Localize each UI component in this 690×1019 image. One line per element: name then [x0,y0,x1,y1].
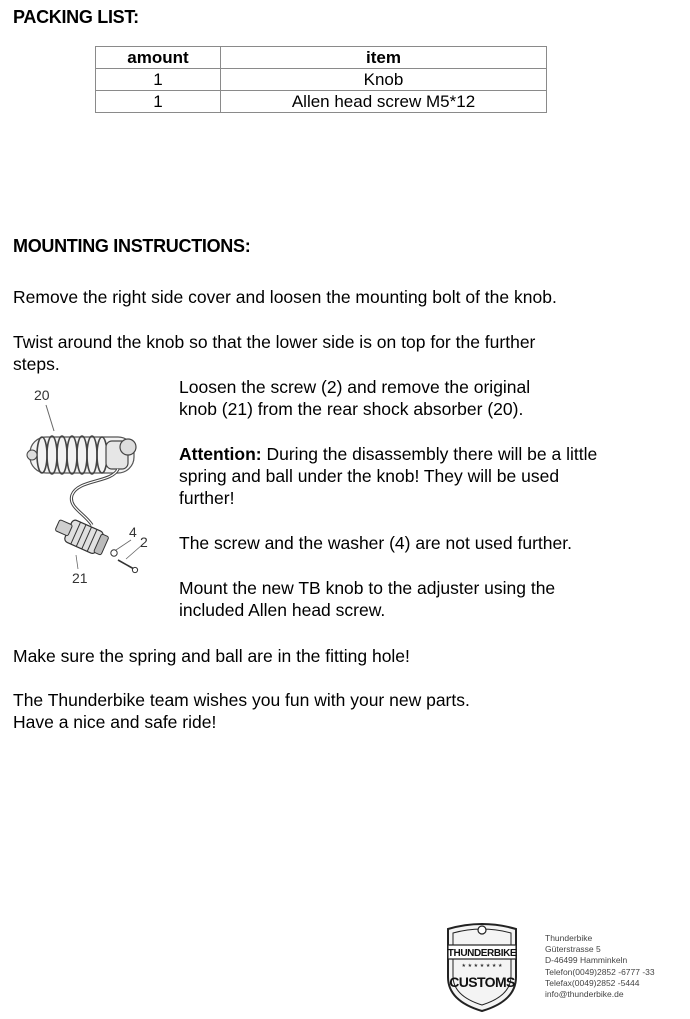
instruction-step-2-line-2: steps. [13,354,60,374]
thunderbike-customs-logo [444,921,520,1013]
cell-item: Allen head screw M5*12 [221,91,547,113]
thunderbike-customs-emblem [444,921,520,1013]
instruction-step-1: Remove the right side cover and loosen the mounting bolt of the knob. [13,287,557,307]
instruction-step-6: Make sure the spring and ball are in the fitting hole! [13,646,410,666]
attention-note [179,443,597,509]
instruction-step-2 [13,331,535,375]
instruction-step-5-line-1: Mount the new TB knob to the adjuster using the [179,578,556,598]
closing-line-1: The Thunderbike team wishes you fun with your new parts. [13,690,470,710]
table-row [96,69,547,91]
instruction-step-4: The screw and the washer (4) are not used further. [179,533,572,553]
mounting-instructions-heading: MOUNTING INSTRUCTIONS: [13,236,251,256]
instruction-step-5 [179,577,555,621]
contact-info [545,933,655,1000]
instruction-step-2-line-1: Twist around the knob so that the lower side is on top for the further [13,332,536,352]
logo-wordmark-bottom: CUSTOMS [449,974,515,990]
callout-label-20: 20 [34,387,50,403]
contact-phone: Telefon(0049)2852 -6777 -33 [545,966,655,977]
column-header-item: item [221,47,547,69]
instruction-step-3-line-1: Loosen the screw (2) and remove the original [179,377,531,397]
table-row [96,91,547,113]
contact-fax: Telefax(0049)2852 -5444 [545,977,640,988]
instruction-step-5-line-2: included Allen head screw. [179,600,386,620]
callout-label-2: 2 [140,534,148,550]
svg-text:★ ★ ★ ★ ★ ★ ★: ★ ★ ★ ★ ★ ★ ★ [461,963,503,969]
packing-table [95,46,547,113]
closing-message [13,689,470,733]
instruction-step-3-line-2: knob (21) from the rear shock absorber (20). [179,399,524,419]
attention-line-3: further! [179,488,235,508]
shock-absorber-diagram [14,383,164,603]
closing-line-2: Have a nice and safe ride! [13,712,217,732]
cell-amount: 1 [96,91,221,113]
cell-amount: 1 [96,69,221,91]
attention-line-2: spring and ball under the knob! They will be used [179,466,560,486]
packing-list-heading: PACKING LIST: [13,7,139,27]
contact-email: info@thunderbike.de [545,989,624,1000]
instruction-step-3 [179,376,530,420]
table-header-row [96,47,547,69]
callout-label-4: 4 [129,524,137,540]
callout-label-21: 21 [72,570,88,586]
contact-city: D-46499 Hamminkeln [545,955,628,966]
contact-street: Güterstrasse 5 [545,944,601,955]
cell-item: Knob [221,69,547,91]
attention-line-1 [179,443,597,465]
logo-wordmark-top: THUNDERBIKE [447,948,517,959]
attention-label: Attention: [179,444,262,464]
column-header-amount: amount [96,47,221,69]
attention-text: During the disassembly there will be a little [261,444,598,464]
contact-company: Thunderbike [545,933,593,943]
shock-absorber-drawing [14,383,164,603]
